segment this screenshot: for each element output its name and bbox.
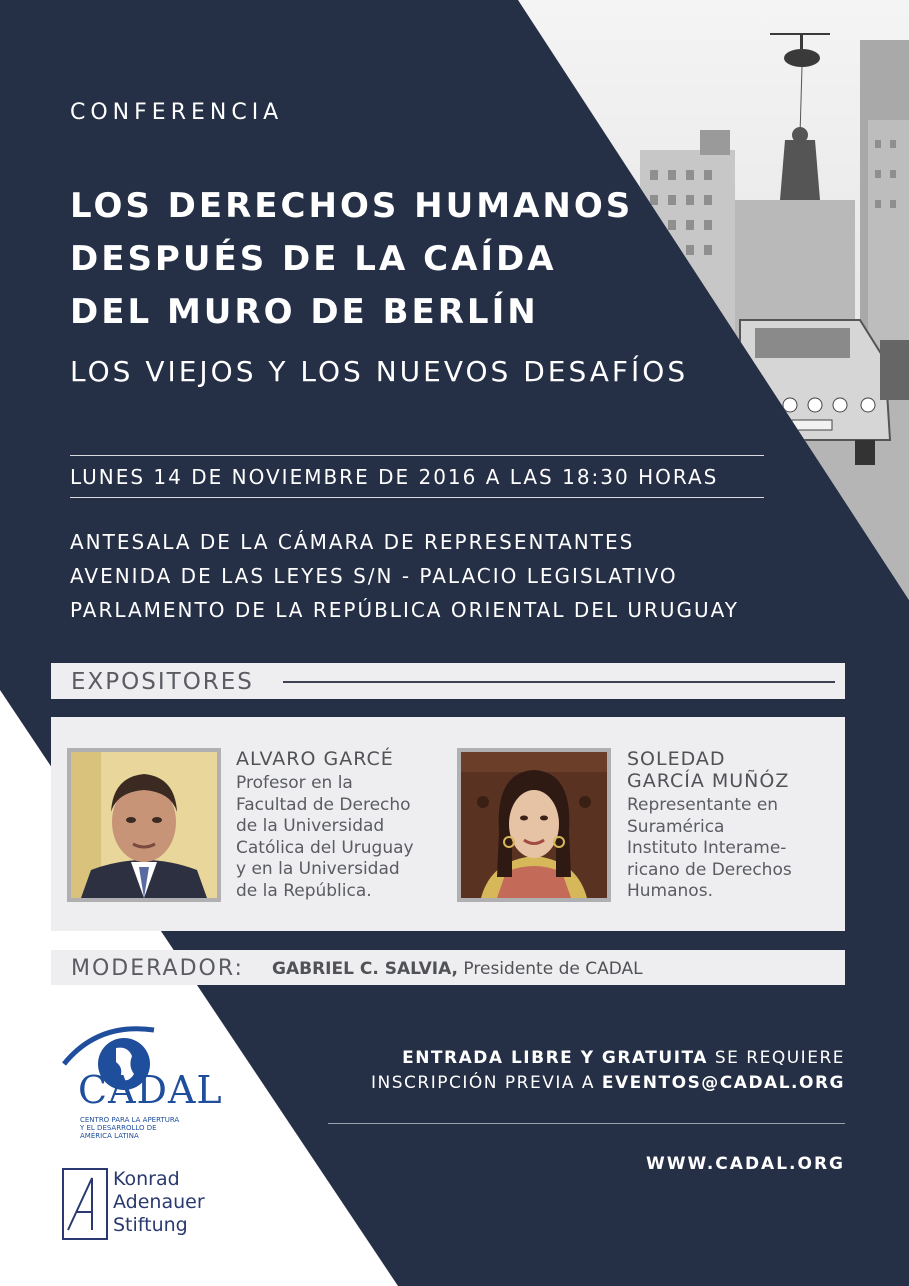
registration-text: INSCRIPCIÓN PREVIA A xyxy=(371,1073,602,1093)
moderator-name: GABRIEL C. SALVIA, xyxy=(272,959,459,979)
venue-line: AVENIDA DE LAS LEYES S/N - PALACIO LEGISLATIVO xyxy=(70,564,678,588)
title-line: DEL MURO DE BERLÍN xyxy=(70,292,539,332)
kas-line: Stiftung xyxy=(113,1214,188,1236)
event-title xyxy=(70,180,670,339)
speakers-header-line xyxy=(283,681,835,683)
venue-line: ANTESALA DE LA CÁMARA DE REPRESENTANTES xyxy=(70,530,635,554)
speaker-info-alvaro xyxy=(236,748,446,902)
speaker-name: ALVARO GARCÉ xyxy=(236,748,394,770)
tagline-line: Y EL DESARROLLO DE xyxy=(80,1124,157,1132)
speaker-info-soledad xyxy=(627,748,837,903)
cadal-logo xyxy=(58,1022,223,1152)
cadal-tagline xyxy=(80,1116,179,1140)
kas-line: Konrad xyxy=(113,1168,180,1190)
speaker-description xyxy=(627,795,837,903)
kas-emblem-icon xyxy=(62,1168,108,1240)
desc-line: Suramérica xyxy=(627,816,725,837)
moderator-info xyxy=(272,959,643,979)
speakers-panel xyxy=(51,717,845,931)
speaker-name: SOLEDAD xyxy=(627,748,726,770)
cadal-wordmark: CADAL xyxy=(78,1068,223,1112)
website-link[interactable]: WWW.CADAL.ORG xyxy=(645,1154,845,1174)
moderator-role: Presidente de CADAL xyxy=(458,959,643,979)
desc-line: ricano de Derechos xyxy=(627,859,792,880)
desc-line: Católica del Uruguay xyxy=(236,837,414,858)
registration-text: SE REQUIERE xyxy=(707,1048,845,1068)
registration-info xyxy=(371,1046,845,1096)
desc-line: Instituto Interame- xyxy=(627,838,787,858)
speaker-description xyxy=(236,773,446,902)
venue-line: PARLAMENTO DE LA REPÚBLICA ORIENTAL DEL URUGUAY xyxy=(70,598,740,622)
desc-line: Profesor en la xyxy=(236,773,353,793)
moderator-bar xyxy=(51,950,845,985)
speaker-name: GARCÍA MUÑÓZ xyxy=(627,770,790,792)
registration-line-2 xyxy=(371,1071,845,1096)
tagline-line: CENTRO PARA LA APERTURA xyxy=(80,1116,180,1124)
moderator-label: MODERADOR: xyxy=(71,956,244,981)
title-line: LOS DERECHOS HUMANOS xyxy=(70,186,634,226)
eyebrow-label: CONFERENCIA xyxy=(70,100,284,125)
event-date: LUNES 14 DE NOVIEMBRE DE 2016 A LAS 18:30 HORAS xyxy=(70,465,719,489)
desc-line: y en la Universidad xyxy=(236,859,400,879)
info-divider xyxy=(328,1123,845,1124)
registration-email-link[interactable]: EVENTOS@CADAL.ORG xyxy=(601,1073,845,1093)
desc-line: de la República. xyxy=(236,880,372,901)
event-venue xyxy=(70,525,739,627)
speaker-photo-alvaro xyxy=(67,748,221,902)
tagline-line: AMÉRICA LATINA xyxy=(80,1132,139,1140)
speaker-photo-soledad xyxy=(457,748,611,902)
title-line: DESPUÉS DE LA CAÍDA xyxy=(70,239,557,279)
free-entry-text: ENTRADA LIBRE Y GRATUITA xyxy=(402,1048,708,1068)
date-bottom-divider xyxy=(70,497,764,498)
desc-line: de la Universidad xyxy=(236,816,385,836)
desc-line: Facultad de Derecho xyxy=(236,794,411,815)
desc-line: Humanos. xyxy=(627,881,713,901)
speakers-label: EXPOSITORES xyxy=(71,669,254,695)
desc-line: Representante en xyxy=(627,795,779,815)
event-subtitle: LOS VIEJOS Y LOS NUEVOS DESAFÍOS xyxy=(70,355,689,388)
kas-wordmark xyxy=(113,1168,205,1237)
registration-line-1 xyxy=(371,1046,845,1071)
date-top-divider xyxy=(70,455,764,456)
kas-line: Adenauer xyxy=(113,1191,205,1213)
speakers-header-bar xyxy=(51,663,845,699)
